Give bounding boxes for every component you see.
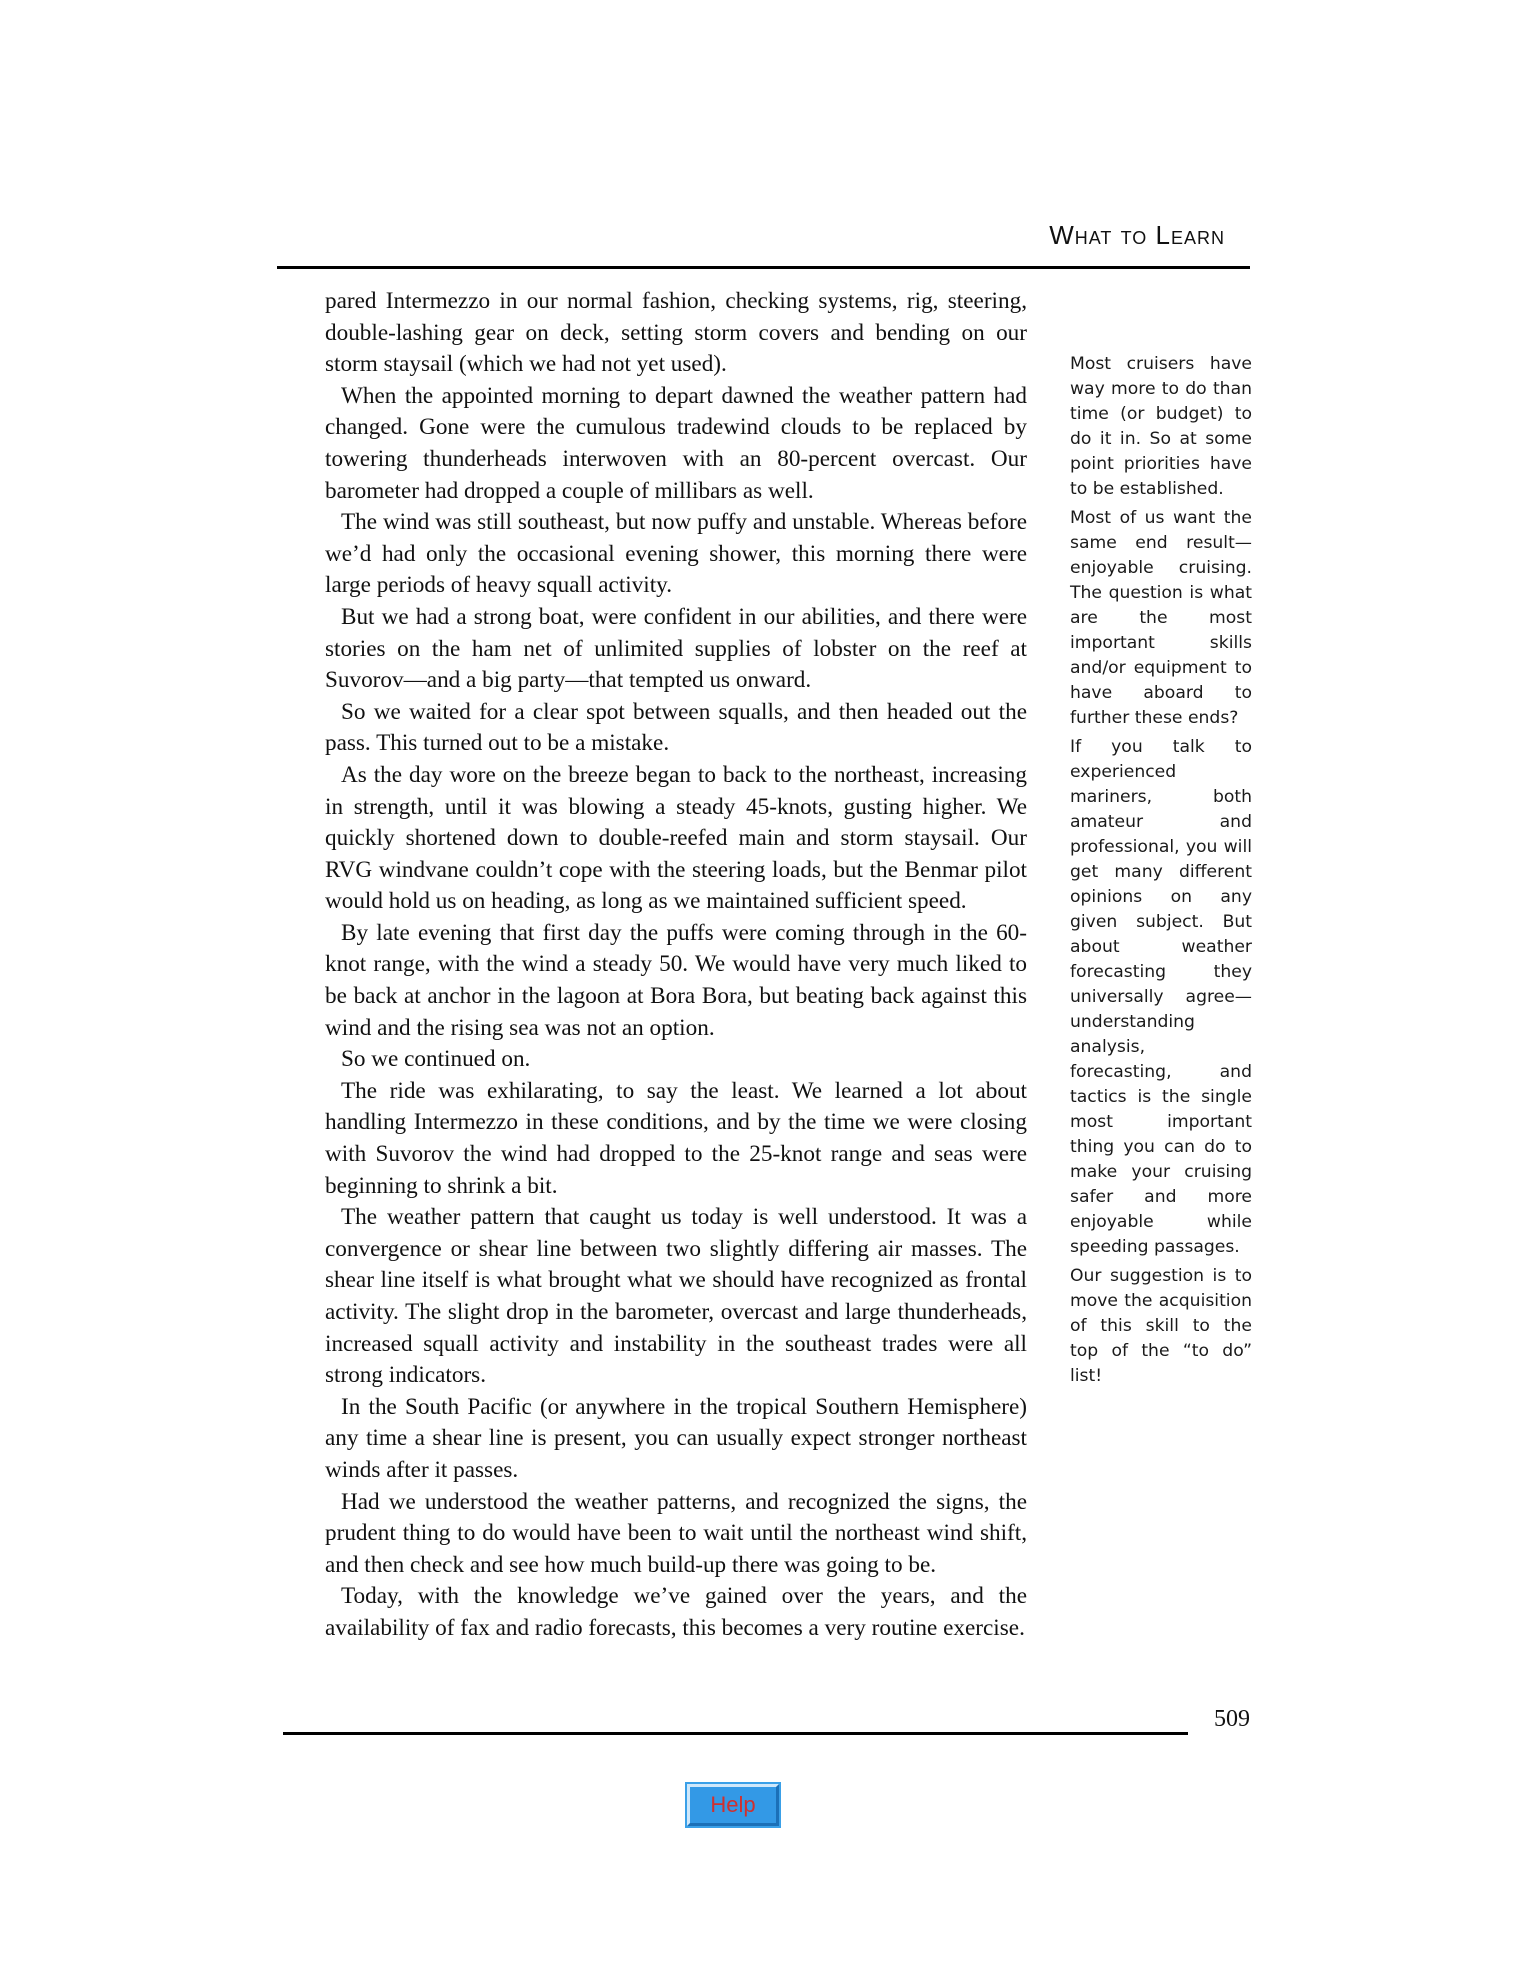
body-paragraph: Had we understood the weather patterns, and recognized the signs, the prudent thing to do would have been to wait until the northeast wind shift, and then check and see how much build-up there was going to be. (325, 1488, 1027, 1578)
margin-note: If you talk to experienced mariners, both amateur and professional, you will get many different opinions on any given subject. But about weather forecasting they universally agree—understanding analysis, forecasting, and tactics is the single most important thing you can do to make your cruising safer and more enjoyable while speeding passages. (1070, 737, 1252, 1257)
header-rule (277, 266, 1250, 269)
footer-rule (283, 1732, 1188, 1735)
body-paragraph: The wind was still southeast, but now puffy and unstable. Whereas before we’d had only the occasional evening shower, this morning there were large periods of heavy squall activity. (325, 509, 1027, 599)
body-paragraph: Today, with the knowledge we’ve gained over the years, and the availability of fax and radio forecasts, this becomes a very routine exercise. (325, 1583, 1027, 1641)
body-paragraph: By late evening that first day the puffs were coming through in the 60-knot range, with the wind a steady 50. We would have very much liked to be back at anchor in the lagoon at Bora Bora, but beating back against this wind and the rising sea was not an option. (325, 919, 1027, 1041)
body-paragraph: The weather pattern that caught us today is well understood. It was a convergence or shear line between two slightly differing air masses. The shear line itself is what brought what we should have recognized as frontal activity. The slight drop in the barometer, overcast and large thunderheads, increased squall activity and instability in the southeast trades were all strong indicators. (325, 1204, 1027, 1389)
page-number: 509 (1214, 1706, 1250, 1732)
body-paragraph: In the South Pacific (or anywhere in the tropical Southern Hemisphere) any time a shear line is present, you can usually expect stronger northeast winds after it passes. (325, 1393, 1027, 1483)
main-text-column (325, 286, 1027, 1645)
margin-note: Our suggestion is to move the acquisition of this skill to the top of the “to do” list! (1070, 1266, 1252, 1386)
body-paragraph: So we continued on. (341, 1046, 531, 1073)
body-paragraph: The ride was exhilarating, to say the least. We learned a lot about handling Intermezzo in these conditions, and by the time we were closing with Suvorov the wind had dropped to the 25-knot range and seas were beginning to shrink a bit. (325, 1077, 1027, 1199)
body-paragraph: So we waited for a clear spot between squalls, and then headed out the pass. This turned out to be a mistake. (325, 698, 1027, 757)
running-head: What to Learn (1049, 220, 1225, 250)
margin-note: Most cruisers have way more to do than time (or budget) to do it in. So at some point priorities have to be established. (1070, 354, 1252, 499)
body-paragraph: But we had a strong boat, were confident in our abilities, and there were stories on the ham net of unlimited supplies of lobster on the reef at Suvorov—and a big party—that tempted us onward. (325, 603, 1027, 694)
body-paragraph: When the appointed morning to depart dawned the weather pattern had changed. Gone were the cumulous tradewind clouds to be replaced by towering thunderheads interwoven with an 80-percent overcast. Our barometer had dropped a couple of millibars as well. (325, 382, 1027, 504)
help-button[interactable]: Help (687, 1784, 779, 1826)
margin-note: Most of us want the same end result—enjoyable cruising. The question is what are the most important skills and/or equipment to have aboard to further these ends? (1070, 508, 1252, 728)
body-paragraph: As the day wore on the breeze began to back to the northeast, increasing in strength, until it was blowing a steady 45-knots, gusting higher. We quickly shortened down to double-reefed main and storm staysail. Our RVG windvane couldn’t cope with the steering loads, but the Benmar pilot would hold us on heading, as long as we maintained sufficient speed. (325, 761, 1027, 915)
margin-note-column (1070, 352, 1252, 1393)
body-paragraph: pared Intermezzo in our normal fashion, checking systems, rig, steering, double-lashing gear on deck, setting storm covers and bending on our storm staysail (which we had not yet used). (325, 288, 1027, 378)
